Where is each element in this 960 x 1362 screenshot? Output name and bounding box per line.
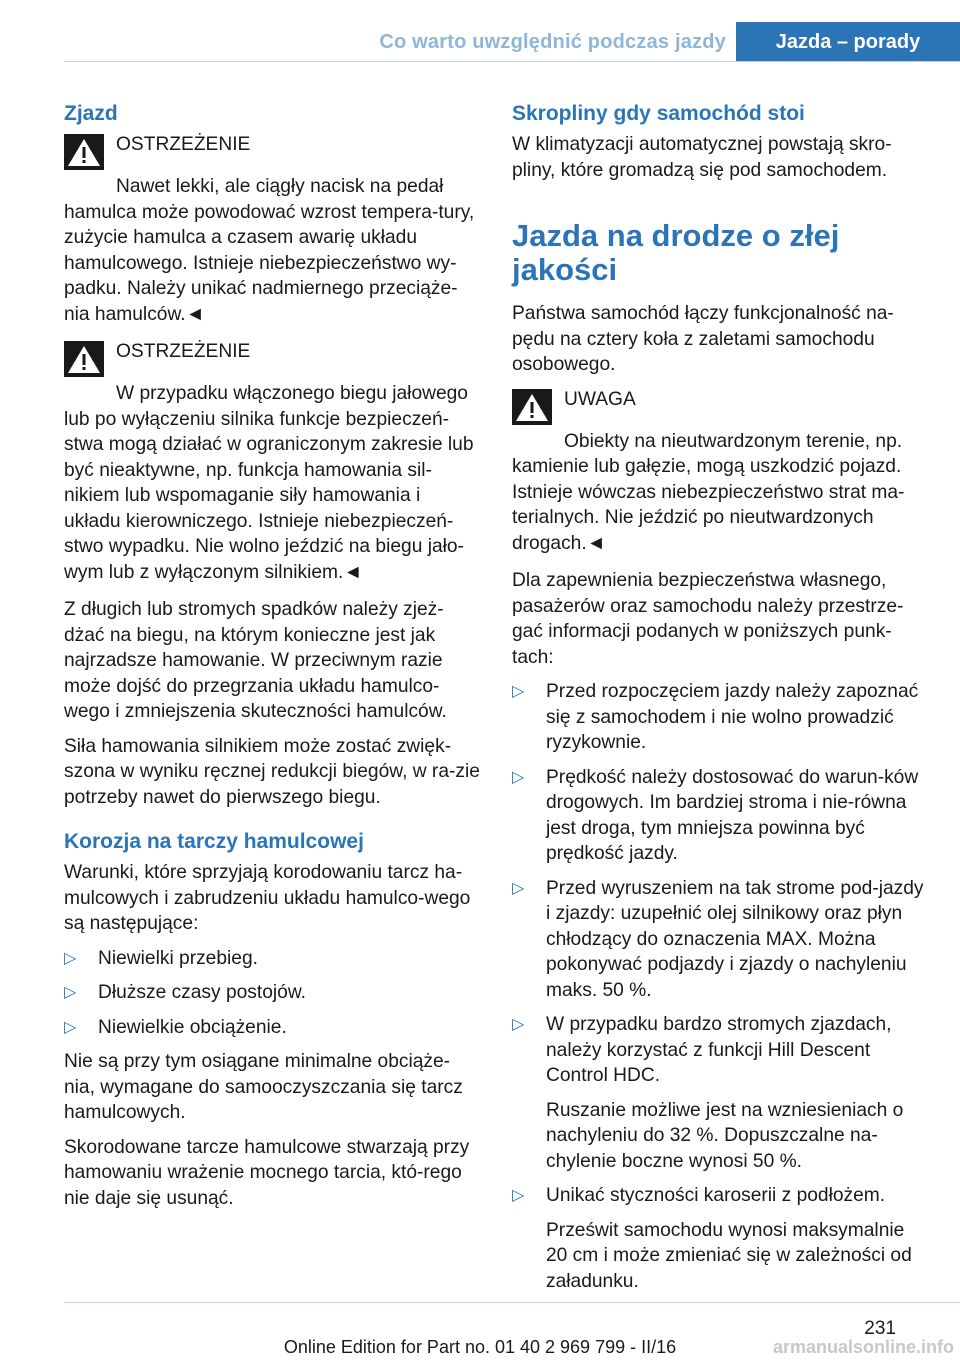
list-item [64,1015,480,1041]
paragraph: Nie są przy tym osiągane minimalne obciąże-nia, wymagane do samooczyszczania się tarcz hamulcowych. [64,1051,463,1123]
triangle-bullet-icon: ▷ [512,768,525,786]
list-item-text: Prędkość należy dostosować do warun-ków drogowych. Im bardziej stroma i nie-równa jest droga, tym mniejsza powinna być prędkość jazdy. [546,766,919,864]
page-number: 231 [864,1318,896,1339]
heading-skropliny: Skropliny gdy samochód stoi [512,102,805,125]
header-chapter-tab: Jazda – porady [736,22,960,62]
triangle-bullet-icon: ▷ [512,683,525,700]
heading-zjazd: Zjazd [64,102,118,125]
notice-block [512,387,928,557]
warning-body: W przypadku włączonego biegu jałowego lub po wyłączeniu silnika funkcje bezpieczeń-stwa mogą działać w ograniczonym zakresie lub być nieaktywne, np. funkcja hamowania sil-nikiem lub wspomaganie siły hamowania i układu kierowniczego. Istnieje niebezpieczeń-stwo wypadku. Nie wolno jeździć na biegu jało-wym lub z wyłączonym silnikiem.◄ [64,383,474,583]
warning-title-row [64,339,480,377]
triangle-bullet-icon: ▷ [64,949,77,967]
list-item [64,980,480,1006]
warning-title: OSTRZEŻENIE [116,341,251,362]
list-item [512,1012,928,1174]
bullet-list [512,679,928,1294]
list-item-note: Prześwit samochodu wynosi maksymalnie 20 cm i może zmieniać się w zależności od załadunku. [546,1219,912,1292]
warning-title-row [64,132,480,170]
warning-triangle-icon [512,389,552,425]
edition-note: Online Edition for Part no. 01 40 2 969 799 - II/16 [283,1337,677,1357]
list-item-text: Unikać styczności karoserii z podłożem. [546,1185,886,1206]
header-divider [64,61,960,62]
paragraph: Dla zapewnienia bezpieczeństwa własnego, pasażerów oraz samochodu należy przestrze-gać informacji podanych w poniższych punk-tach: [512,570,904,668]
warning-block-2 [64,339,480,585]
warning-body: Nawet lekki, ale ciągły nacisk na pedał hamulca może powodować wzrost tempera-tury, zużycie hamulca a czasem awarię układu hamulcowego. Istnieje niebezpieczeństwo wy-padku. Należy unikać nadmiernego przeciąże-nia hamulców.◄ [64,176,475,325]
paragraph: W klimatyzacji automatycznej powstają skro-pliny, które gromadzą się pod samochodem. [512,134,892,181]
triangle-bullet-icon: ▷ [64,984,77,1001]
list-item [64,946,480,972]
notice-title-row [512,387,928,425]
warning-triangle-icon [64,341,104,377]
watermark: armanualsonline.info [772,1337,954,1357]
list-item [512,1183,928,1294]
notice-title: UWAGA [564,388,636,410]
list-item-text: Niewielkie obciążenie. [98,1016,287,1038]
page-header [0,22,960,62]
warning-block-1 [64,132,480,327]
paragraph: Państwa samochód łączy funkcjonalność na-pędu na cztery koła z zaletami samochodu osobowego. [512,303,894,375]
triangle-bullet-icon: ▷ [512,1016,525,1033]
list-item-text: W przypadku bardzo stromych zjazdach, należy korzystać z funkcji Hill Descent Control HDC. [546,1014,892,1086]
bullet-list [64,946,480,1041]
paragraph: Z długich lub stromych spadków należy zjeż-dżać na biegu, na którym konieczne jest jak najrzadsze hamowanie. W przeciwnym razie może dojść do przegrzania układu hamulco-wego i zmniejszenia skuteczności hamulców. [64,599,447,722]
list-item [512,876,928,1004]
list-item-text: Przed wyruszeniem na tak strome pod-jazdy i zjazdy: uzupełnić olej silnikowy oraz płyn chłodzący do oznaczenia MAX. Można pokonywać podjazdy i zjazdy o nachyleniu maks. 50 %. [546,877,924,1001]
heading-korozja: Korozja na tarczy hamulcowej [64,830,364,853]
footer-divider [64,1302,960,1303]
heading-jazda-zla-droga: Jazda na drodze o złej jakości [512,218,840,287]
warning-triangle-icon [64,134,104,170]
paragraph: Warunki, które sprzyjają korodowaniu tarcz ha-mulcowych i zabrudzeniu układu hamulco-wego są następujące: [64,862,471,934]
list-item-text: Dłuższe czasy postojów. [98,982,306,1003]
warning-title: OSTRZEŻENIE [116,134,251,155]
right-column [512,100,928,1303]
list-item-text: Niewielki przebieg. [98,947,258,969]
header-section-title: Co warto uwzględnić podczas jazdy [379,31,726,53]
triangle-bullet-icon: ▷ [512,879,525,897]
triangle-bullet-icon: ▷ [512,1187,525,1204]
list-item [512,765,928,867]
notice-body: Obiekty na nieutwardzonym terenie, np. kamienie lub gałęzie, mogą uszkodzić pojazd. Istnieje wówczas niebezpieczeństwo strat ma-terialnych. Nie jeździć po nieutwardzonych drogach.◄ [512,430,905,554]
list-item-note: Ruszanie możliwe jest na wzniesieniach o nachyleniu do 32 %. Dopuszczalne na-chylenie boczne wynosi 50 %. [546,1099,904,1172]
list-item-text: Przed rozpoczęciem jazdy należy zapoznać się z samochodem i nie wolno prowadzić ryzykownie. [546,681,919,753]
paragraph: Siła hamowania silnikiem może zostać zwięk-szona w wyniku ręcznej redukcji biegów, w ra-zie potrzeby nawet do pierwszego biegu. [64,735,480,808]
list-item [512,679,928,756]
paragraph: Skorodowane tarcze hamulcowe stwarzają przy hamowaniu wrażenie mocnego tarcia, któ-rego nie daje się usunąć. [64,1136,470,1209]
left-column [64,100,480,1220]
triangle-bullet-icon: ▷ [64,1018,77,1036]
